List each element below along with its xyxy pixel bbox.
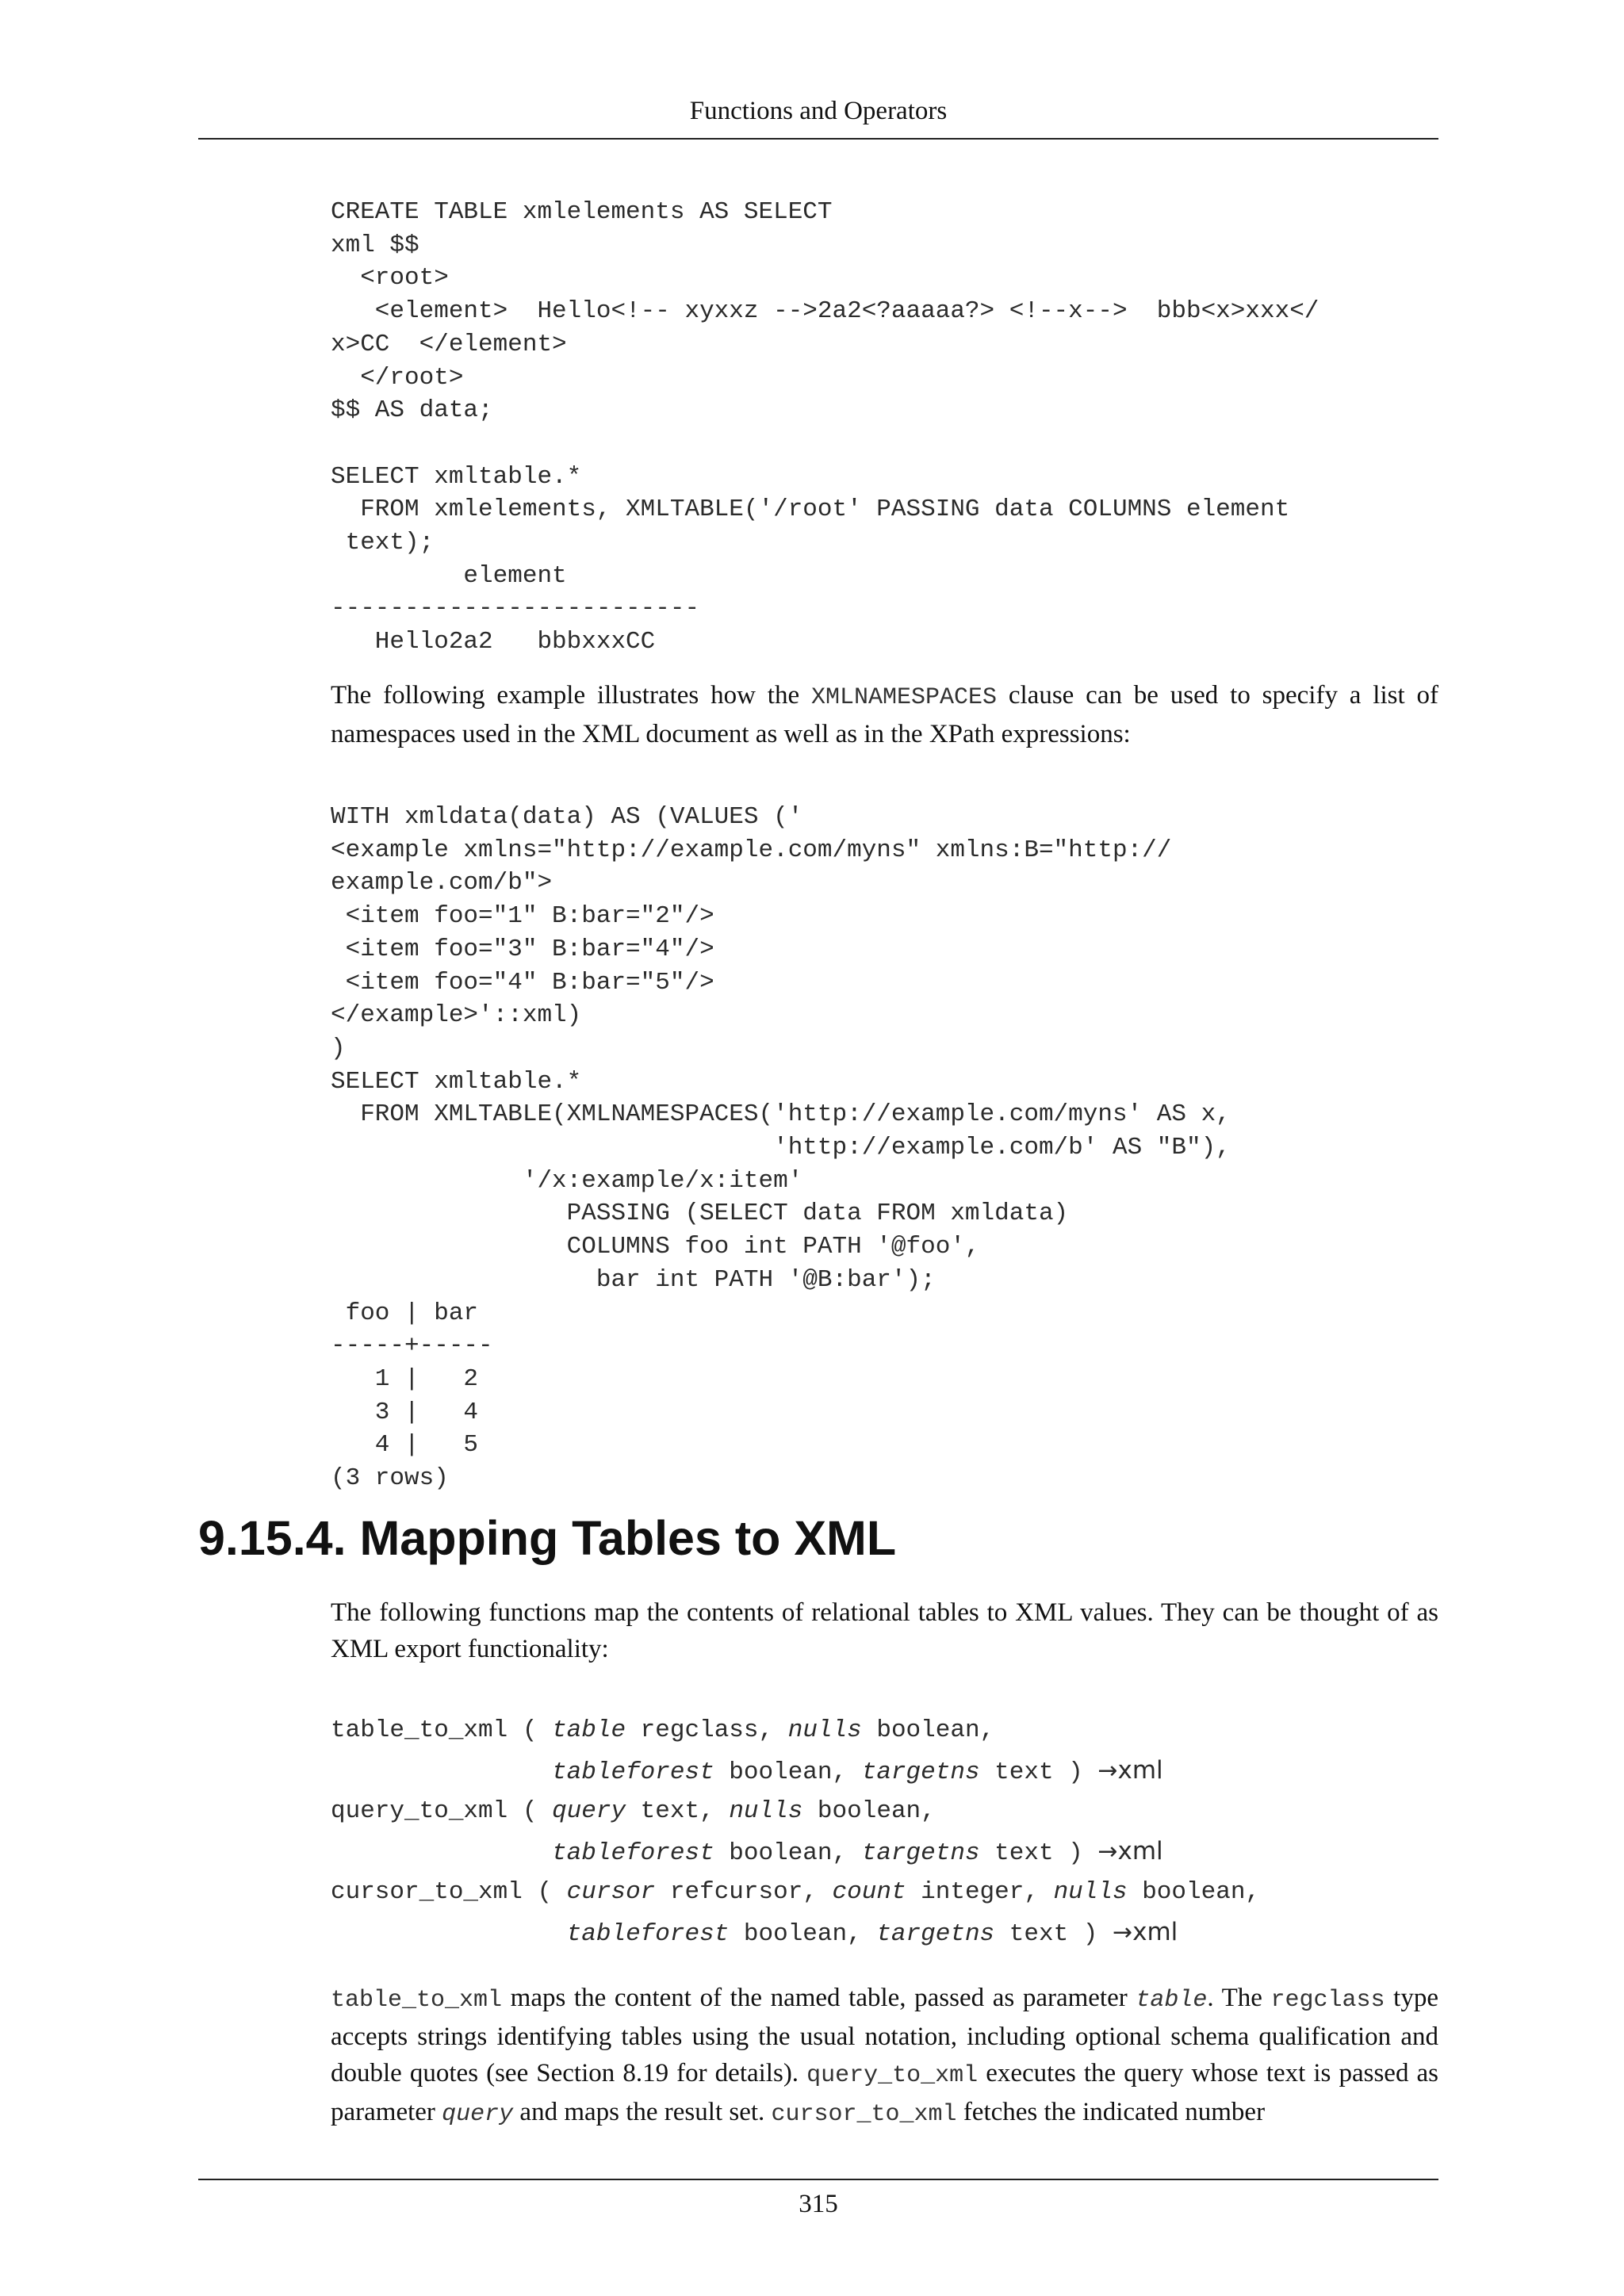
inline-code: regclass <box>1270 1987 1385 2014</box>
param-name: query <box>552 1797 626 1825</box>
param-type: boolean, <box>802 1797 936 1825</box>
text: type accepts strings identifying tables using the usual notation, including optional schema qualification and double quotes (see Section 8.19 for details). <box>331 1984 1438 2087</box>
returns-arrow-icon: → <box>1112 1919 1133 1946</box>
param-type: regclass, <box>626 1716 788 1744</box>
inline-code: cursor_to_xml <box>771 2101 957 2128</box>
param-name: table <box>552 1716 626 1744</box>
returns-arrow-icon: → <box>1097 1757 1118 1785</box>
paragraph-functions-description <box>331 1980 1438 2133</box>
inline-code: table_to_xml <box>331 1987 503 2014</box>
running-header: Functions and Operators <box>689 97 948 125</box>
text: clause can be used to specify a list of namespaces used in the XML document as well as in the XPath expressions: <box>331 681 1438 748</box>
code-block-xmltable-elements: CREATE TABLE xmlelements AS SELECT xml $$ <root> <element> Hello<!-- xyxxz -->2a2<?aaaaa?> <!--x--> bbb<x>xxx</ x>CC </element> </root> $$ AS data; SELECT xmltable.* FROM xmlelements, XMLTABLE('/root' PASSING data COLUMNS element text); element ------------------------- Hello2a2 bbbxxxCC <box>331 198 1320 656</box>
text: executes the query whose text is passed as parameter <box>331 2059 1438 2126</box>
signature-line <box>331 1872 1438 1912</box>
param-type: boolean, <box>729 1920 877 1948</box>
text: maps the content of the named table, passed as parameter <box>502 1984 1136 2012</box>
return-type: xml <box>1132 1918 1178 1946</box>
page-number: 315 <box>799 2190 838 2218</box>
param-name: tableforest <box>566 1920 730 1948</box>
text: and maps the result set. <box>513 2098 772 2126</box>
paragraph-intro: The following functions map the contents of relational tables to XML values. They can be thought of as XML export functionality: <box>331 1598 1438 1663</box>
text: fetches the indicated number <box>956 2098 1266 2126</box>
indent <box>331 1920 567 1948</box>
param-name: tableforest <box>552 1758 714 1786</box>
inline-param: table <box>1136 1987 1208 2014</box>
signature-line <box>331 1912 1438 1953</box>
param-name: count <box>832 1878 906 1906</box>
paragraph-xmlnamespaces <box>331 677 1438 752</box>
indent <box>331 1758 552 1786</box>
param-type: boolean, <box>714 1839 862 1867</box>
inline-code: query_to_xml <box>806 2062 979 2089</box>
param-name: nulls <box>729 1797 803 1825</box>
signature-line <box>331 1831 1438 1872</box>
section-heading: 9.15.4. Mapping Tables to XML <box>198 1511 897 1565</box>
return-type: xml <box>1117 1837 1163 1866</box>
header-rule <box>198 138 1438 140</box>
param-type: boolean, <box>1127 1878 1261 1906</box>
param-type: boolean, <box>861 1716 995 1744</box>
param-name: nulls <box>787 1716 862 1744</box>
param-type: text ) <box>979 1758 1098 1786</box>
inline-code: XMLNAMESPACES <box>810 684 998 711</box>
param-type: integer, <box>906 1878 1054 1906</box>
signature-line <box>331 1751 1438 1791</box>
syntax: ( <box>522 1878 567 1906</box>
syntax: ( <box>508 1716 553 1744</box>
text: . The <box>1207 1984 1271 2012</box>
inline-param: query <box>442 2101 514 2128</box>
indent <box>331 1839 552 1867</box>
param-type: text, <box>626 1797 730 1825</box>
param-type: text ) <box>994 1920 1113 1948</box>
param-name: cursor <box>566 1878 656 1906</box>
syntax: ( <box>508 1797 553 1825</box>
code-block-xmlnamespaces-example: WITH xmldata(data) AS (VALUES (' <example xmlns="http://example.com/myns" xmlns:B="http:// example.com/b"> <item foo="1" B:bar="2"/> <item foo="3" B:bar="4"/> <item foo="4" B:bar="5"/> </example>'::xml) ) SELECT xmltable.* FROM XMLTABLE(XMLNAMESPACES('http://example.com/myns' AS x, 'http://example.com/b' AS "B"), '/x:example/x:item' PASSING (SELECT data FROM xmldata) COLUMNS foo int PATH '@foo', bar int PATH '@B:bar'); foo | bar -----+----- 1 | 2 3 | 4 4 | 5 (3 rows) <box>331 803 1231 1493</box>
param-type: boolean, <box>714 1758 862 1786</box>
text: The following example illustrates how the <box>331 681 811 710</box>
signature-line <box>331 1710 1438 1751</box>
param-name: nulls <box>1053 1878 1128 1906</box>
returns-arrow-icon: → <box>1097 1838 1118 1866</box>
signature-line <box>331 1791 1438 1831</box>
footer-rule <box>198 2179 1438 2180</box>
param-name: targetns <box>876 1920 995 1948</box>
function-signatures <box>331 1710 1438 1953</box>
return-type: xml <box>1117 1756 1163 1785</box>
param-name: tableforest <box>552 1839 714 1867</box>
param-type: text ) <box>979 1839 1098 1867</box>
param-name: targetns <box>861 1758 980 1786</box>
function-name: table_to_xml <box>331 1716 508 1744</box>
function-name: query_to_xml <box>331 1797 508 1825</box>
param-type: refcursor, <box>655 1878 833 1906</box>
function-name: cursor_to_xml <box>331 1878 523 1906</box>
param-name: targetns <box>861 1839 980 1867</box>
